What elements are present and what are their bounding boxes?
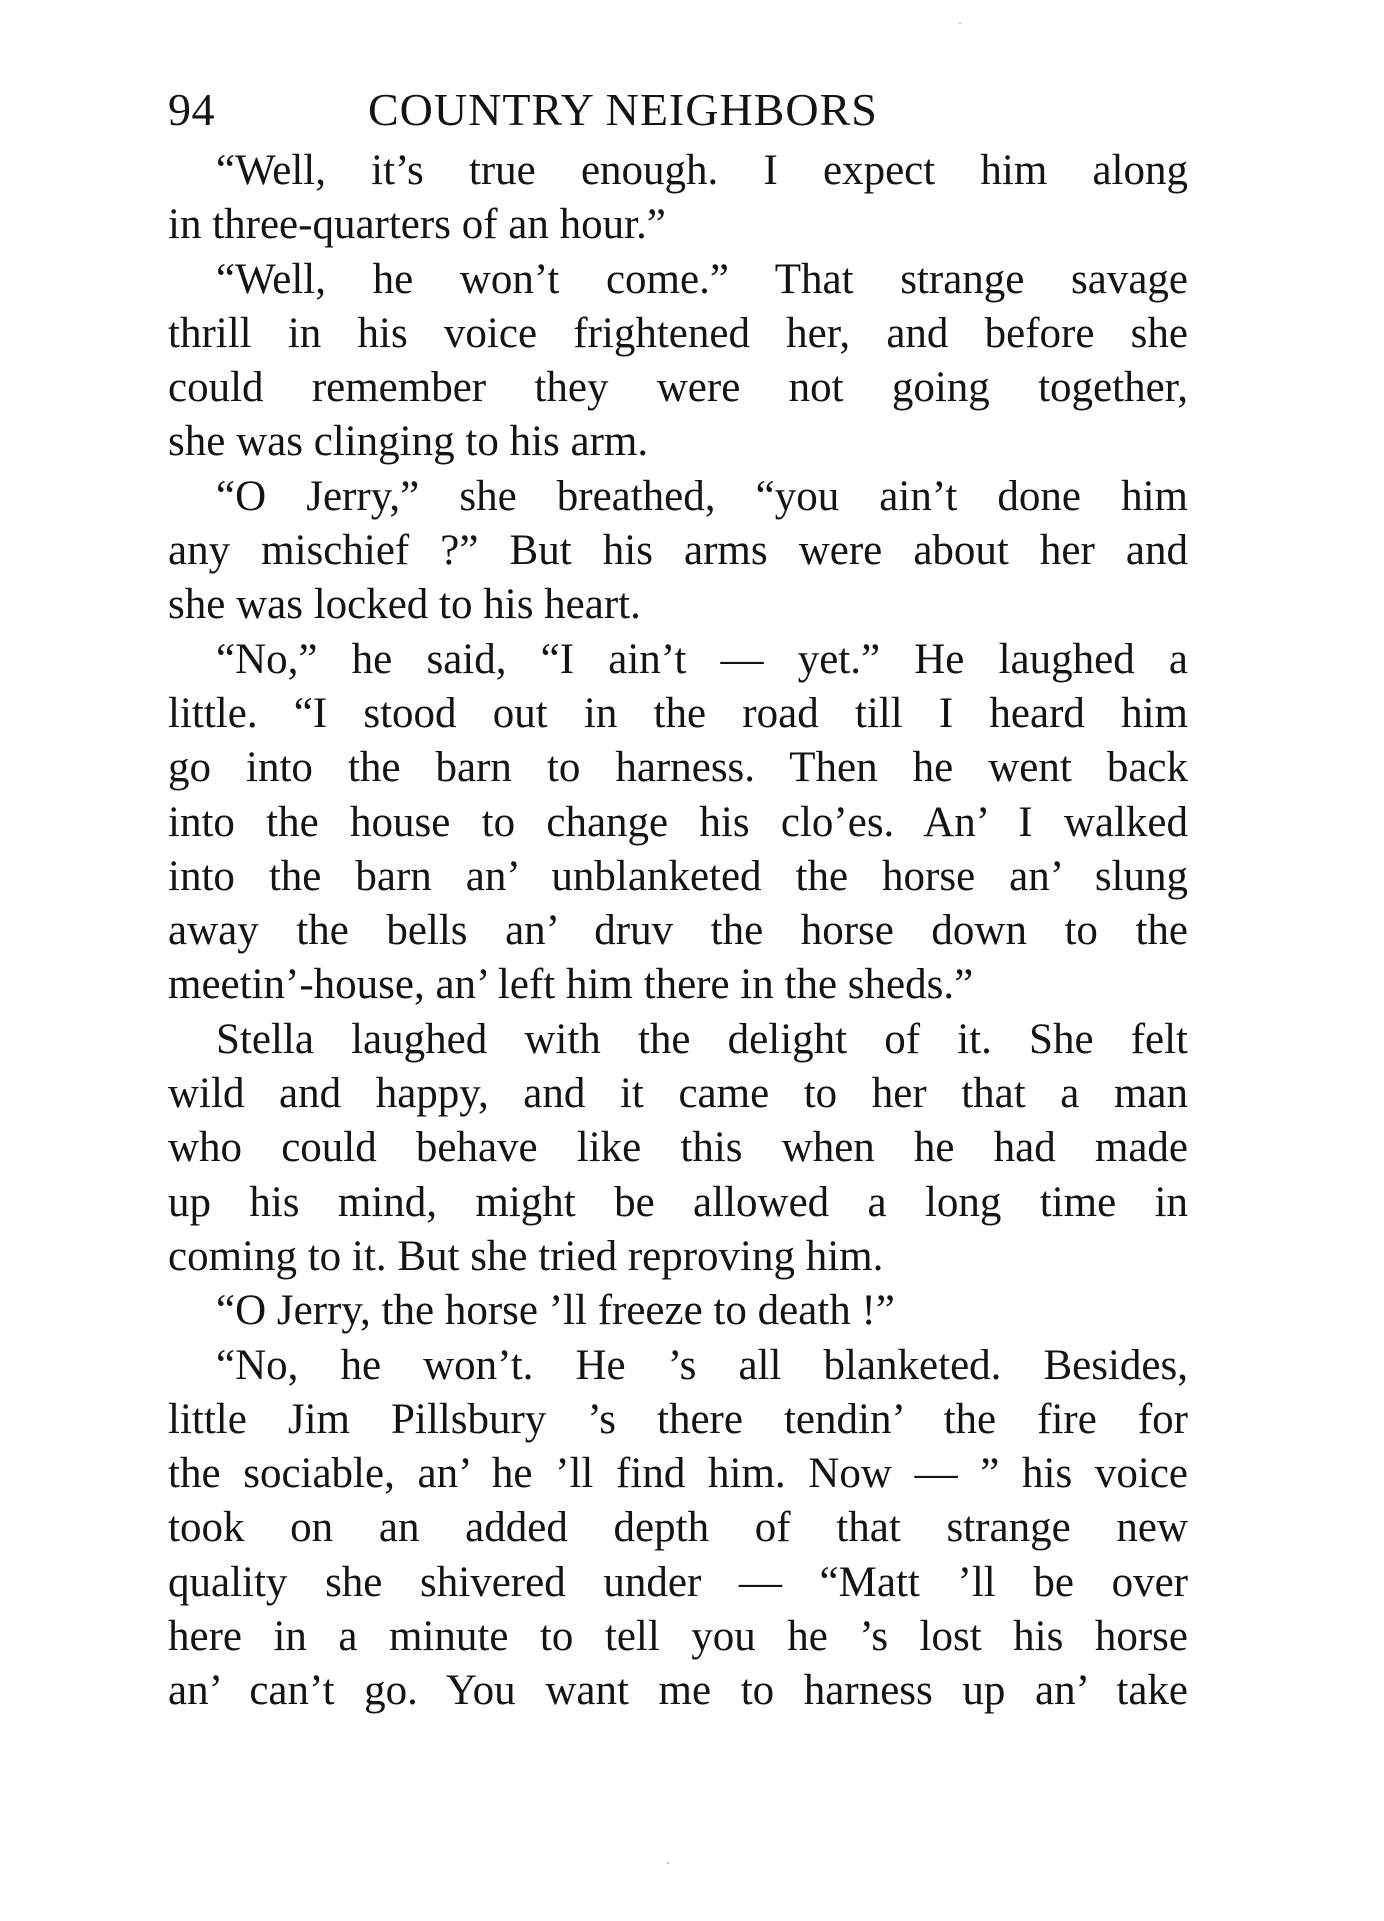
text-line: who could behave like this when he had made (168, 1124, 1188, 1172)
text-line: took on an added depth of that strange new (168, 1504, 1188, 1552)
paragraph (168, 253, 1188, 470)
body-text (168, 144, 1188, 1719)
text-line: quality she shivered under — “Matt ’ll be over (168, 1558, 1188, 1606)
paragraph (168, 1284, 1188, 1338)
text-line: she was locked to his heart. (168, 581, 641, 629)
text-line: coming to it. But she tried reproving him. (168, 1232, 884, 1280)
page-content (168, 78, 1188, 1719)
text-line: thrill in his voice frightened her, and before she (168, 309, 1188, 357)
text-line: any mischief ?” But his arms were about her and (168, 527, 1188, 575)
text-line: meetin’-house, an’ left him there in the sheds.” (168, 961, 974, 1009)
text-line: “No,” he said, “I ain’t — yet.” He laughed a (216, 635, 1188, 683)
text-line: wild and happy, and it came to her that a man (168, 1070, 1188, 1118)
scan-speck (667, 1862, 669, 1864)
text-line: the sociable, an’ he ’ll find him. Now — ” his voice (168, 1450, 1188, 1498)
text-line: little Jim Pillsbury ’s there tendin’ the fire for (168, 1395, 1188, 1443)
text-line: “O Jerry, the horse ’ll freeze to death !” (216, 1287, 895, 1335)
text-line: “O Jerry,” she breathed, “you ain’t done him (216, 472, 1188, 520)
paragraph (168, 1339, 1188, 1719)
paragraph (168, 470, 1188, 633)
scan-speck (959, 22, 961, 24)
text-line: “No, he won’t. He ’s all blanketed. Besides, (216, 1341, 1188, 1389)
text-line: Stella laughed with the delight of it. She felt (216, 1015, 1188, 1063)
page-header (168, 78, 1188, 142)
text-line: go into the barn to harness. Then he went back (168, 744, 1188, 792)
text-line: in three-quarters of an hour.” (168, 201, 666, 249)
paragraph (168, 633, 1188, 1013)
text-line: an’ can’t go. You want me to harness up an’ take (168, 1667, 1188, 1715)
paragraph (168, 1013, 1188, 1284)
text-line: into the house to change his clo’es. An’ I walked (168, 798, 1188, 846)
text-line: into the barn an’ unblanketed the horse an’ slung (168, 852, 1188, 900)
text-line: away the bells an’ druv the horse down to the (168, 907, 1188, 955)
text-line: could remember they were not going together, (168, 364, 1188, 412)
text-line: up his mind, might be allowed a long time in (168, 1178, 1188, 1226)
running-title: COUNTRY NEIGHBORS (368, 84, 878, 135)
text-line: she was clinging to his arm. (168, 418, 649, 466)
paragraph (168, 144, 1188, 253)
page-number: 94 (168, 84, 215, 135)
text-line: little. “I stood out in the road till I heard him (168, 689, 1188, 737)
text-line: “Well, it’s true enough. I expect him along (216, 147, 1188, 194)
text-line: here in a minute to tell you he ’s lost his horse (168, 1613, 1188, 1661)
text-line: “Well, he won’t come.” That strange savage (216, 255, 1188, 303)
